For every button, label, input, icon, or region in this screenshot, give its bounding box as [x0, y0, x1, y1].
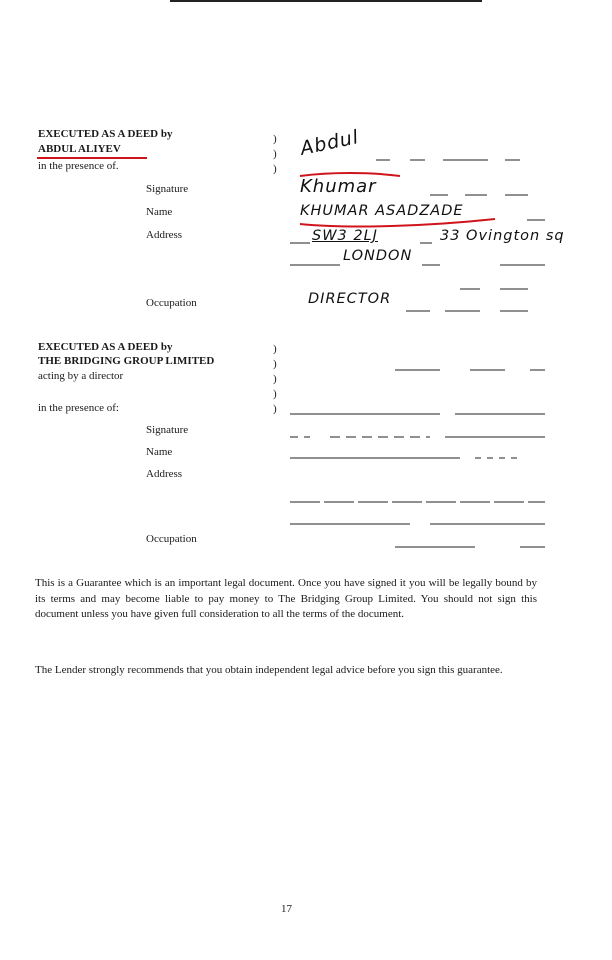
deed-heading-1: EXECUTED AS A DEED by	[38, 128, 173, 140]
bracket: )	[273, 163, 277, 175]
occupation-label-2: Occupation	[146, 533, 197, 545]
signatory-name-abdul: ABDUL ALIYEV	[38, 143, 121, 155]
occupation-label-1: Occupation	[146, 297, 197, 309]
presence-label-2: in the presence of:	[38, 402, 119, 414]
signature-label-1: Signature	[146, 183, 189, 195]
address-street-handwritten: 33 Ovington sq	[440, 228, 565, 244]
bracket: )	[273, 148, 277, 160]
legal-advice-recommendation: The Lender strongly recommends that you obtain independent legal advice before you sign this guarantee.	[35, 664, 503, 676]
address-postcode-handwritten: SW3 2LJ	[312, 228, 378, 244]
signature-label-2: Signature	[146, 424, 189, 436]
deed-heading-2: EXECUTED AS A DEED by	[38, 341, 173, 353]
name-label-2: Name	[146, 446, 173, 458]
name-label-1: Name	[146, 206, 173, 218]
witness-name-handwritten: KHUMAR ASADZADE	[300, 203, 464, 219]
bracket: )	[273, 403, 277, 415]
presence-label-1: in the presence of.	[38, 160, 119, 172]
company-name: THE BRIDGING GROUP LIMITED	[38, 355, 215, 367]
bracket: )	[273, 388, 277, 400]
witness-signature: Khumar	[300, 176, 377, 197]
acting-label: acting by a director	[38, 370, 124, 382]
occupation-handwritten: DIRECTOR	[308, 291, 392, 307]
bracket: )	[273, 133, 277, 145]
address-label-2: Address	[146, 468, 183, 480]
signatory-signature: Abdul	[298, 126, 362, 160]
bracket: )	[273, 343, 277, 355]
page-number: 17	[281, 903, 292, 915]
bracket: )	[273, 358, 277, 370]
address-label-1: Address	[146, 229, 183, 241]
bracket: )	[273, 373, 277, 385]
guarantee-notice: This is a Guarantee which is an important legal document. Once you have signed it you will be legally bound by its terms and may become liable to pay money to The Bridging Group Limited. You should not sign this document unless you have given full consideration to all the terms of the document.	[35, 577, 537, 620]
address-city-handwritten: LONDON	[343, 248, 413, 264]
